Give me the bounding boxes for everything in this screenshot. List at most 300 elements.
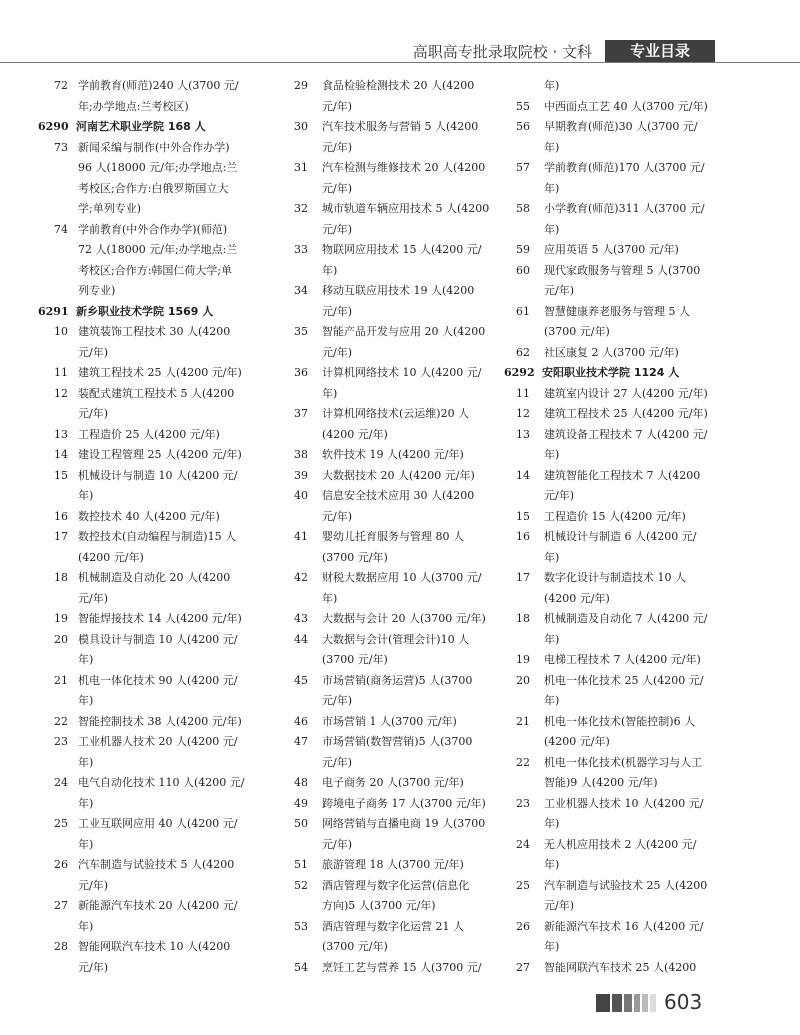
entry-line [504,281,749,302]
header-divider [0,62,800,63]
major-text: 酒店管理与数字化运营 21 人 [322,919,464,933]
entry-line [282,732,527,753]
major-text: 建筑工程技术 25 人(4200 元/年) [78,366,242,379]
entry-line [282,773,527,794]
major-code: 33 [294,243,308,256]
major-code: 20 [54,632,68,646]
entry-line [38,363,283,384]
entry-line [38,261,283,282]
major-text: 新能源汽车技术 20 人(4200 元/ [78,899,238,912]
entry-line [504,76,749,97]
entry-line [38,835,283,856]
major-text: 元/年) [322,222,352,236]
major-text: 物联网应用技术 15 人(4200 元/ [322,243,482,256]
major-code: 14 [54,448,68,461]
entry-line [38,343,283,364]
major-text: 建筑工程技术 25 人(4200 元/年) [544,407,708,420]
major-text: 食品检验检测技术 20 人(4200 [322,79,475,92]
entry-line [38,671,283,692]
major-code: 56 [516,120,530,133]
entry-line [282,671,527,692]
major-text: 建设工程管理 25 人(4200 元/年) [78,448,242,461]
major-text: 年) [544,222,560,236]
entry-line [282,138,527,159]
major-code: 40 [294,489,308,502]
major-code: 23 [516,796,530,810]
major-text: 学前教育(中外合作办学)(师范) [78,222,228,236]
major-text: 方向)5 人(3700 元/年) [322,899,436,912]
major-text: 机电一体化技术 90 人(4200 元/ [78,673,238,687]
entry-line [38,732,283,753]
major-text: 学前教育(师范)240 人(3700 元/ [78,79,239,92]
entry-line [282,179,527,200]
major-text: (4200 元/年) [78,550,144,564]
entry-line [504,548,749,569]
major-text: 建筑智能化工程技术 7 人(4200 [544,468,701,482]
major-text: 工程造价 25 人(4200 元/年) [78,427,220,441]
major-text: 年) [322,591,338,605]
major-code: 73 [54,140,68,154]
major-text: 智能网联汽车技术 10 人(4200 [78,940,231,953]
entry-line [282,855,527,876]
major-text: (4200 元/年) [544,591,610,605]
major-text: 数控技术 40 人(4200 元/年) [78,509,220,523]
entry-line [282,76,527,97]
major-text: (3700 元/年) [322,653,388,666]
major-text: 无人机应用技术 2 人(4200 元/ [544,837,697,851]
major-code: 11 [54,366,68,379]
major-text: 年) [544,448,560,461]
major-text: 机电一体化技术 25 人(4200 元/ [544,673,704,687]
entry-line [504,322,749,343]
entry-line [282,425,527,446]
major-code: 15 [54,468,68,482]
major-text: 元/年) [322,345,352,359]
major-code: 60 [516,263,530,277]
major-code: 23 [54,735,68,748]
major-text: 汽车制造与试验技术 25 人(4200 [544,878,708,892]
major-text: 计算机网络技术(云运维)20 人 [322,407,470,420]
major-text: 元/年) [322,140,352,154]
entry-line [504,917,749,938]
entry-line [38,773,283,794]
entry-line [282,753,527,774]
entry-line [504,691,749,712]
major-code: 34 [294,284,308,297]
entry-line [38,404,283,425]
major-text: 元/年) [544,284,574,297]
major-text: 年) [544,940,560,953]
header-badge: 专业目录 [605,40,715,62]
major-text: 元/年) [544,899,574,912]
major-text: 年) [78,919,94,933]
entry-line [504,343,749,364]
major-text: 机械设计与制造 10 人(4200 元/ [78,468,238,482]
major-text: 建筑设备工程技术 7 人(4200 元/ [544,427,708,441]
entry-line [38,384,283,405]
major-code: 36 [294,366,308,379]
major-text: 年) [78,653,94,666]
entry-line [282,609,527,630]
major-code: 61 [516,304,530,318]
entry-line [504,630,749,651]
major-text: 大数据与会计 20 人(3700 元/年) [322,612,486,625]
major-text: 年) [322,263,338,277]
entry-line [282,199,527,220]
major-text: 数字化设计与制造技术 10 人 [544,571,686,584]
major-text: 元/年) [322,694,352,707]
page-footer [0,990,800,1016]
entry-line [38,97,283,118]
entry-line [38,240,283,261]
entry-line [38,466,283,487]
entry-line [282,835,527,856]
major-text: 年) [544,694,560,707]
major-code: 15 [516,509,530,523]
major-code: 47 [294,735,308,748]
school-name: 安阳职业技术学院 1124 人 [542,366,680,379]
entry-line [282,712,527,733]
entry-line [504,97,749,118]
header-title: 高职高专批录取院校 · 文科 [412,43,592,61]
major-text: 中西面点工艺 40 人(3700 元/年) [544,99,708,113]
major-code: 27 [54,899,68,912]
major-text: 元/年) [78,878,108,892]
entry-line [38,507,283,528]
major-code: 45 [294,673,308,687]
entry-line [282,404,527,425]
major-text: 机电一体化技术(机器学习与人工 [544,755,703,769]
entry-line [504,794,749,815]
page-header [0,40,800,64]
major-code: 44 [294,632,308,646]
major-text: 年) [544,858,560,871]
major-text: 电子商务 20 人(3700 元/年) [322,776,464,789]
major-text: 旅游管理 18 人(3700 元/年) [322,858,464,871]
major-text: 工业机器人技术 10 人(4200 元/ [544,796,704,810]
entry-line [504,302,749,323]
major-code: 17 [54,530,68,543]
entry-line [504,835,749,856]
major-text: 财税大数据应用 10 人(3700 元/ [322,571,482,584]
entry-line [504,855,749,876]
entry-line [38,138,283,159]
entry-line [504,650,749,671]
entry-line [38,650,283,671]
major-code: 16 [54,509,68,523]
major-code: 55 [516,99,530,113]
major-text: 现代家政服务与管理 5 人(3700 [544,263,701,277]
major-code: 52 [294,878,308,892]
major-code: 37 [294,407,308,420]
major-code: 48 [294,776,308,789]
major-text: 大数据技术 20 人(4200 元/年) [322,468,475,482]
major-text: 年) [544,817,560,830]
major-code: 35 [294,325,308,338]
entry-line [504,609,749,630]
major-text: 智能产品开发与应用 20 人(4200 [322,325,486,338]
footer-decoration [596,994,656,1012]
major-code: 58 [516,202,530,215]
major-text: 软件技术 19 人(4200 元/年) [322,448,464,461]
major-text: 年) [78,489,94,502]
major-text: 网络营销与直播电商 19 人(3700 [322,817,486,830]
major-code: 43 [294,612,308,625]
column-middle [282,76,527,978]
major-code: 22 [516,755,530,769]
major-code: 31 [294,161,308,174]
major-code: 51 [294,858,308,871]
major-code: 24 [54,776,68,789]
major-text: 建筑装饰工程技术 30 人(4200 [78,325,231,338]
entry-line [504,261,749,282]
major-code: 57 [516,161,530,174]
major-text: 学前教育(师范)170 人(3700 元/ [544,161,705,174]
major-text: (4200 元/年) [544,735,610,748]
major-text: 机械制造及自动化 20 人(4200 [78,571,231,584]
entry-line [282,445,527,466]
major-code: 25 [54,817,68,830]
major-code: 12 [516,407,530,420]
major-text: 元/年) [78,345,108,359]
major-text: 元/年) [544,489,574,502]
major-code: 59 [516,243,530,256]
entry-line [504,507,749,528]
major-code: 53 [294,919,308,933]
entry-line [38,322,283,343]
entry-line [504,466,749,487]
major-text: (3700 元/年) [322,940,388,953]
major-text: 年;办学地点:兰考校区) [78,99,189,113]
major-code: 11 [516,386,530,400]
entry-line [38,445,283,466]
entry-line [504,179,749,200]
entry-line [504,384,749,405]
entry-line [38,794,283,815]
major-text: 工程造价 15 人(4200 元/年) [544,509,686,523]
entry-line [282,322,527,343]
entry-line [504,527,749,548]
major-text: 智能焊接技术 14 人(4200 元/年) [78,612,242,625]
major-text: 大数据与会计(管理会计)10 人 [322,632,470,646]
major-code: 25 [516,878,530,892]
entry-line [38,876,283,897]
entry-line [504,876,749,897]
entry-line [282,691,527,712]
entry-line [38,179,283,200]
major-code: 17 [516,571,530,584]
entry-line [504,404,749,425]
major-code: 54 [294,960,308,974]
entry-line [282,281,527,302]
entry-line [282,486,527,507]
major-text: (3700 元/年) [322,550,388,564]
major-code: 42 [294,571,308,584]
major-text: 小学教育(师范)311 人(3700 元/ [544,202,705,215]
entry-line [38,814,283,835]
major-code: 21 [516,714,530,728]
major-text: 元/年) [78,591,108,605]
major-text: 元/年) [322,99,352,113]
entry-line [504,712,749,733]
entry-line [282,302,527,323]
major-code: 30 [294,120,308,133]
major-text: 元/年) [322,509,352,523]
major-text: 年) [78,837,94,851]
entry-line [504,753,749,774]
entry-line [282,343,527,364]
major-text: 72 人(18000 元/年;办学地点:兰 [78,243,238,256]
major-code: 18 [516,612,530,625]
entry-line [282,917,527,938]
entry-line [282,814,527,835]
major-code: 32 [294,202,308,215]
major-text: 婴幼儿托育服务与管理 80 人 [322,530,464,543]
major-code: 16 [516,530,530,543]
major-text: 机电一体化技术(智能控制)6 人 [544,714,696,728]
entry-line [504,199,749,220]
entry-line [504,486,749,507]
entry-line [282,363,527,384]
entry-line [38,937,283,958]
entry-line [38,917,283,938]
major-code: 29 [294,79,308,92]
entry-line [38,855,283,876]
entry-line [38,568,283,589]
major-code: 14 [516,468,530,482]
major-text: 模具设计与制造 10 人(4200 元/ [78,632,238,646]
major-text: 信息安全技术应用 30 人(4200 [322,489,475,502]
major-text: 市场营销(商务运营)5 人(3700 [322,673,473,687]
major-code: 24 [516,837,530,851]
entry-line [504,814,749,835]
major-text: 考校区;合作方:白俄罗斯国立大 [78,181,229,195]
major-text: 计算机网络技术 10 人(4200 元/ [322,366,482,379]
entry-line [282,896,527,917]
major-code: 26 [54,858,68,871]
major-text: 元/年) [322,304,352,318]
major-text: 年) [544,140,560,154]
entry-line [38,691,283,712]
entry-line [38,220,283,241]
entry-line [282,97,527,118]
major-text: 元/年) [322,755,352,769]
major-text: 年) [544,181,560,195]
entry-line [282,527,527,548]
major-text: 元/年) [78,960,108,974]
major-text: 智能网联汽车技术 25 人(4200 [544,960,697,974]
entry-line [282,158,527,179]
entry-line [504,220,749,241]
entry-line [504,445,749,466]
entry-line [38,712,283,733]
major-text: 年) [78,694,94,707]
major-code: 18 [54,571,68,584]
major-text: 早期教育(师范)30 人(3700 元/ [544,120,698,133]
entry-line [504,589,749,610]
entry-line [282,261,527,282]
entry-line [504,138,749,159]
major-code: 62 [516,345,530,359]
column-left [38,76,283,978]
major-text: 学;单列专业) [78,202,141,215]
major-text: 应用英语 5 人(3700 元/年) [544,243,679,256]
major-code: 12 [54,386,68,400]
entry-line [38,896,283,917]
major-code: 50 [294,817,308,830]
major-code: 26 [516,919,530,933]
major-text: 电梯工程技术 7 人(4200 元/年) [544,653,701,666]
entry-line [282,568,527,589]
entry-line [504,568,749,589]
school-name: 河南艺术职业学院 168 人 [76,120,206,133]
entry-line [38,486,283,507]
major-text: 汽车技术服务与营销 5 人(4200 [322,120,479,133]
column-right [504,76,749,978]
major-text: 建筑室内设计 27 人(4200 元/年) [544,386,708,400]
entry-line [38,425,283,446]
school-code: 6291 [38,304,69,318]
major-text: (4200 元/年) [322,427,388,441]
major-code: 27 [516,960,530,974]
entry-line [282,240,527,261]
school-code: 6290 [38,120,69,133]
major-text: 数控技术(自动编程与制造)15 人 [78,530,237,543]
major-text: 市场营销 1 人(3700 元/年) [322,714,457,728]
entry-line [504,425,749,446]
major-text: 烹饪工艺与营养 15 人(3700 元/ [322,960,482,974]
major-text: 新能源汽车技术 16 人(4200 元/ [544,919,704,933]
major-text: 社区康复 2 人(3700 元/年) [544,345,679,359]
entry-line [504,896,749,917]
entry-line [504,671,749,692]
school-code: 6292 [504,366,535,379]
major-code: 39 [294,468,308,482]
major-text: 考校区;合作方:韩国仁荷大学;单 [78,263,233,277]
entry-line [282,548,527,569]
major-text: 机械设计与制造 6 人(4200 元/ [544,530,697,543]
entry-line [504,937,749,958]
entry-line [282,220,527,241]
major-text: 电气自动化技术 110 人(4200 元/ [78,776,245,789]
major-text: 智能控制技术 38 人(4200 元/年) [78,714,242,728]
entry-line [504,732,749,753]
major-text: 酒店管理与数字化运营(信息化 [322,878,470,892]
major-text: 汽车制造与试验技术 5 人(4200 [78,858,235,871]
school-heading [38,117,283,138]
entry-line [38,281,283,302]
entry-line [38,76,283,97]
school-heading [504,363,749,384]
entry-line [282,650,527,671]
entry-line [504,117,749,138]
major-text: 智能)9 人(4200 元/年) [544,776,658,789]
major-code: 20 [516,673,530,687]
major-code: 19 [516,653,530,666]
entry-line [282,630,527,651]
entry-line [282,384,527,405]
major-text: 城市轨道车辆应用技术 5 人(4200 [322,202,490,215]
entry-line [38,548,283,569]
entry-line [504,773,749,794]
major-code: 74 [54,222,68,236]
entry-line [38,958,283,979]
entry-line [282,117,527,138]
entry-line [504,158,749,179]
major-text: 元/年) [78,407,108,420]
entry-line [38,630,283,651]
major-text: 工业互联网应用 40 人(4200 元/ [78,817,238,830]
